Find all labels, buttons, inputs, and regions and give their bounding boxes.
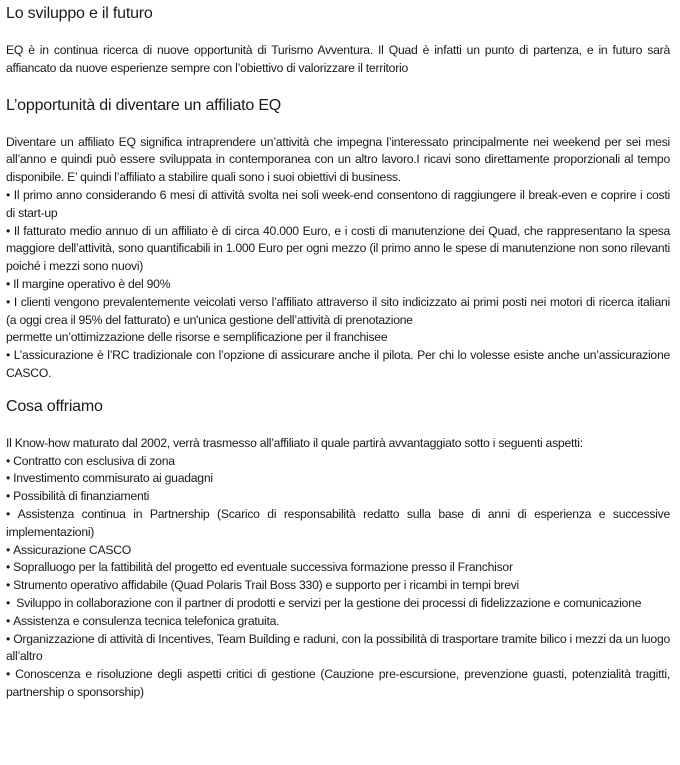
- intro-paragraph: Il Know-how maturato dal 2002, verrà trasmesso all’affiliato il quale partirà avvantaggiato sotto i seguenti aspetti:: [6, 435, 583, 450]
- list-item: • Il primo anno considerando 6 mesi di attività svolta nei soli week-end consentono di raggiungere il break-even e coprire i costi di start-up: [6, 187, 670, 223]
- list-item: • Assicurazione CASCO: [6, 542, 670, 560]
- section-body-affiliato: [6, 134, 670, 383]
- list-item: • Assistenza continua in Partnership (Scarico di responsabilità redatto sulla base di anni di esperienza e successive implementazioni): [6, 506, 670, 542]
- list-item: • Strumento operativo affidabile (Quad Polaris Trail Boss 330) e supporto per i ricambi in tempi brevi: [6, 577, 670, 595]
- list-item: • Contratto con esclusiva di zona: [6, 453, 670, 471]
- section-title-sviluppo: Lo sviluppo e il futuro: [6, 5, 153, 22]
- list-item: • Possibilità di finanziamenti: [6, 488, 670, 506]
- list-item: • Investimento commisurato ai guadagni: [6, 470, 670, 488]
- list-item: • Assistenza e consulenza tecnica telefonica gratuita.: [6, 613, 670, 631]
- list-item: • Conoscenza e risoluzione degli aspetti critici di gestione (Cauzione pre-escursione, prevenzione guasti, potenzialità tragitti, partnership o sponsorship): [6, 666, 670, 702]
- section-paragraph-sviluppo: EQ è in continua ricerca di nuove opportunità di Turismo Avventura. Il Quad è infatti un punto di partenza, e in futuro sarà affiancato da nuove esperienze sempre con l’obiettivo di valorizzare il territorio: [6, 43, 670, 75]
- list-item: • Sviluppo in collaborazione con il partner di prodotti e servizi per la gestione dei processi di fidelizzazione e comunicazione: [6, 595, 670, 613]
- list-item: • L’assicurazione è l’RC tradizionale con l’opzione di assicurare anche il pilota. Per chi lo volesse esiste anche un’assicurazione CASCO.: [6, 347, 670, 383]
- list-item: • Organizzazione di attività di Incentives, Team Building e raduni, con la possibilità di trasportare tramite bilico i mezzi da un luogo all’altro: [6, 631, 670, 667]
- section-title-offriamo: Cosa offriamo: [6, 397, 103, 415]
- list-item: • Sopralluogo per la fattibilità del progetto ed eventuale successiva formazione presso il Franchisor: [6, 559, 670, 577]
- intro-paragraph: Diventare un affiliato EQ significa intraprendere un’attività che impegna l’interessato principalmente nei weekend per sei mesi all’anno e quindi può essere sviluppata in contemporanea con un altro lavoro.I ricavi sono direttamente proporzionali al tempo disponibile. E’ quindi l’affiliato a stabilire quali sono i suoi obiettivi di business.: [6, 134, 670, 185]
- section-title-affiliato: L’opportunità di diventare un affiliato EQ: [6, 96, 282, 114]
- list-item-continuation: permette un’ottimizzazione delle risorse e semplificazione per il franchisee: [6, 330, 388, 345]
- list-item: • Il fatturato medio annuo di un affiliato è di circa 40.000 Euro, e i costi di manutenzione dei Quad, che rappresentano la spesa maggiore dell’attività, sono quantificabili in 1.000 Euro per ogni mezzo (il primo anno le spese di manutenzione non sono rilevanti poiché i mezzi sono nuovi): [6, 223, 670, 276]
- section-body-offriamo: [6, 435, 670, 702]
- list-item: • Il margine operativo è del 90%: [6, 276, 670, 294]
- list-item: • I clienti vengono prevalentemente veicolati verso l’affiliato attraverso il sito indicizzato ai primi posti nei motori di ricerca italiani (a oggi crea il 95% del fatturato) e un'unica gestione dell’attività di prenotazione: [6, 294, 670, 330]
